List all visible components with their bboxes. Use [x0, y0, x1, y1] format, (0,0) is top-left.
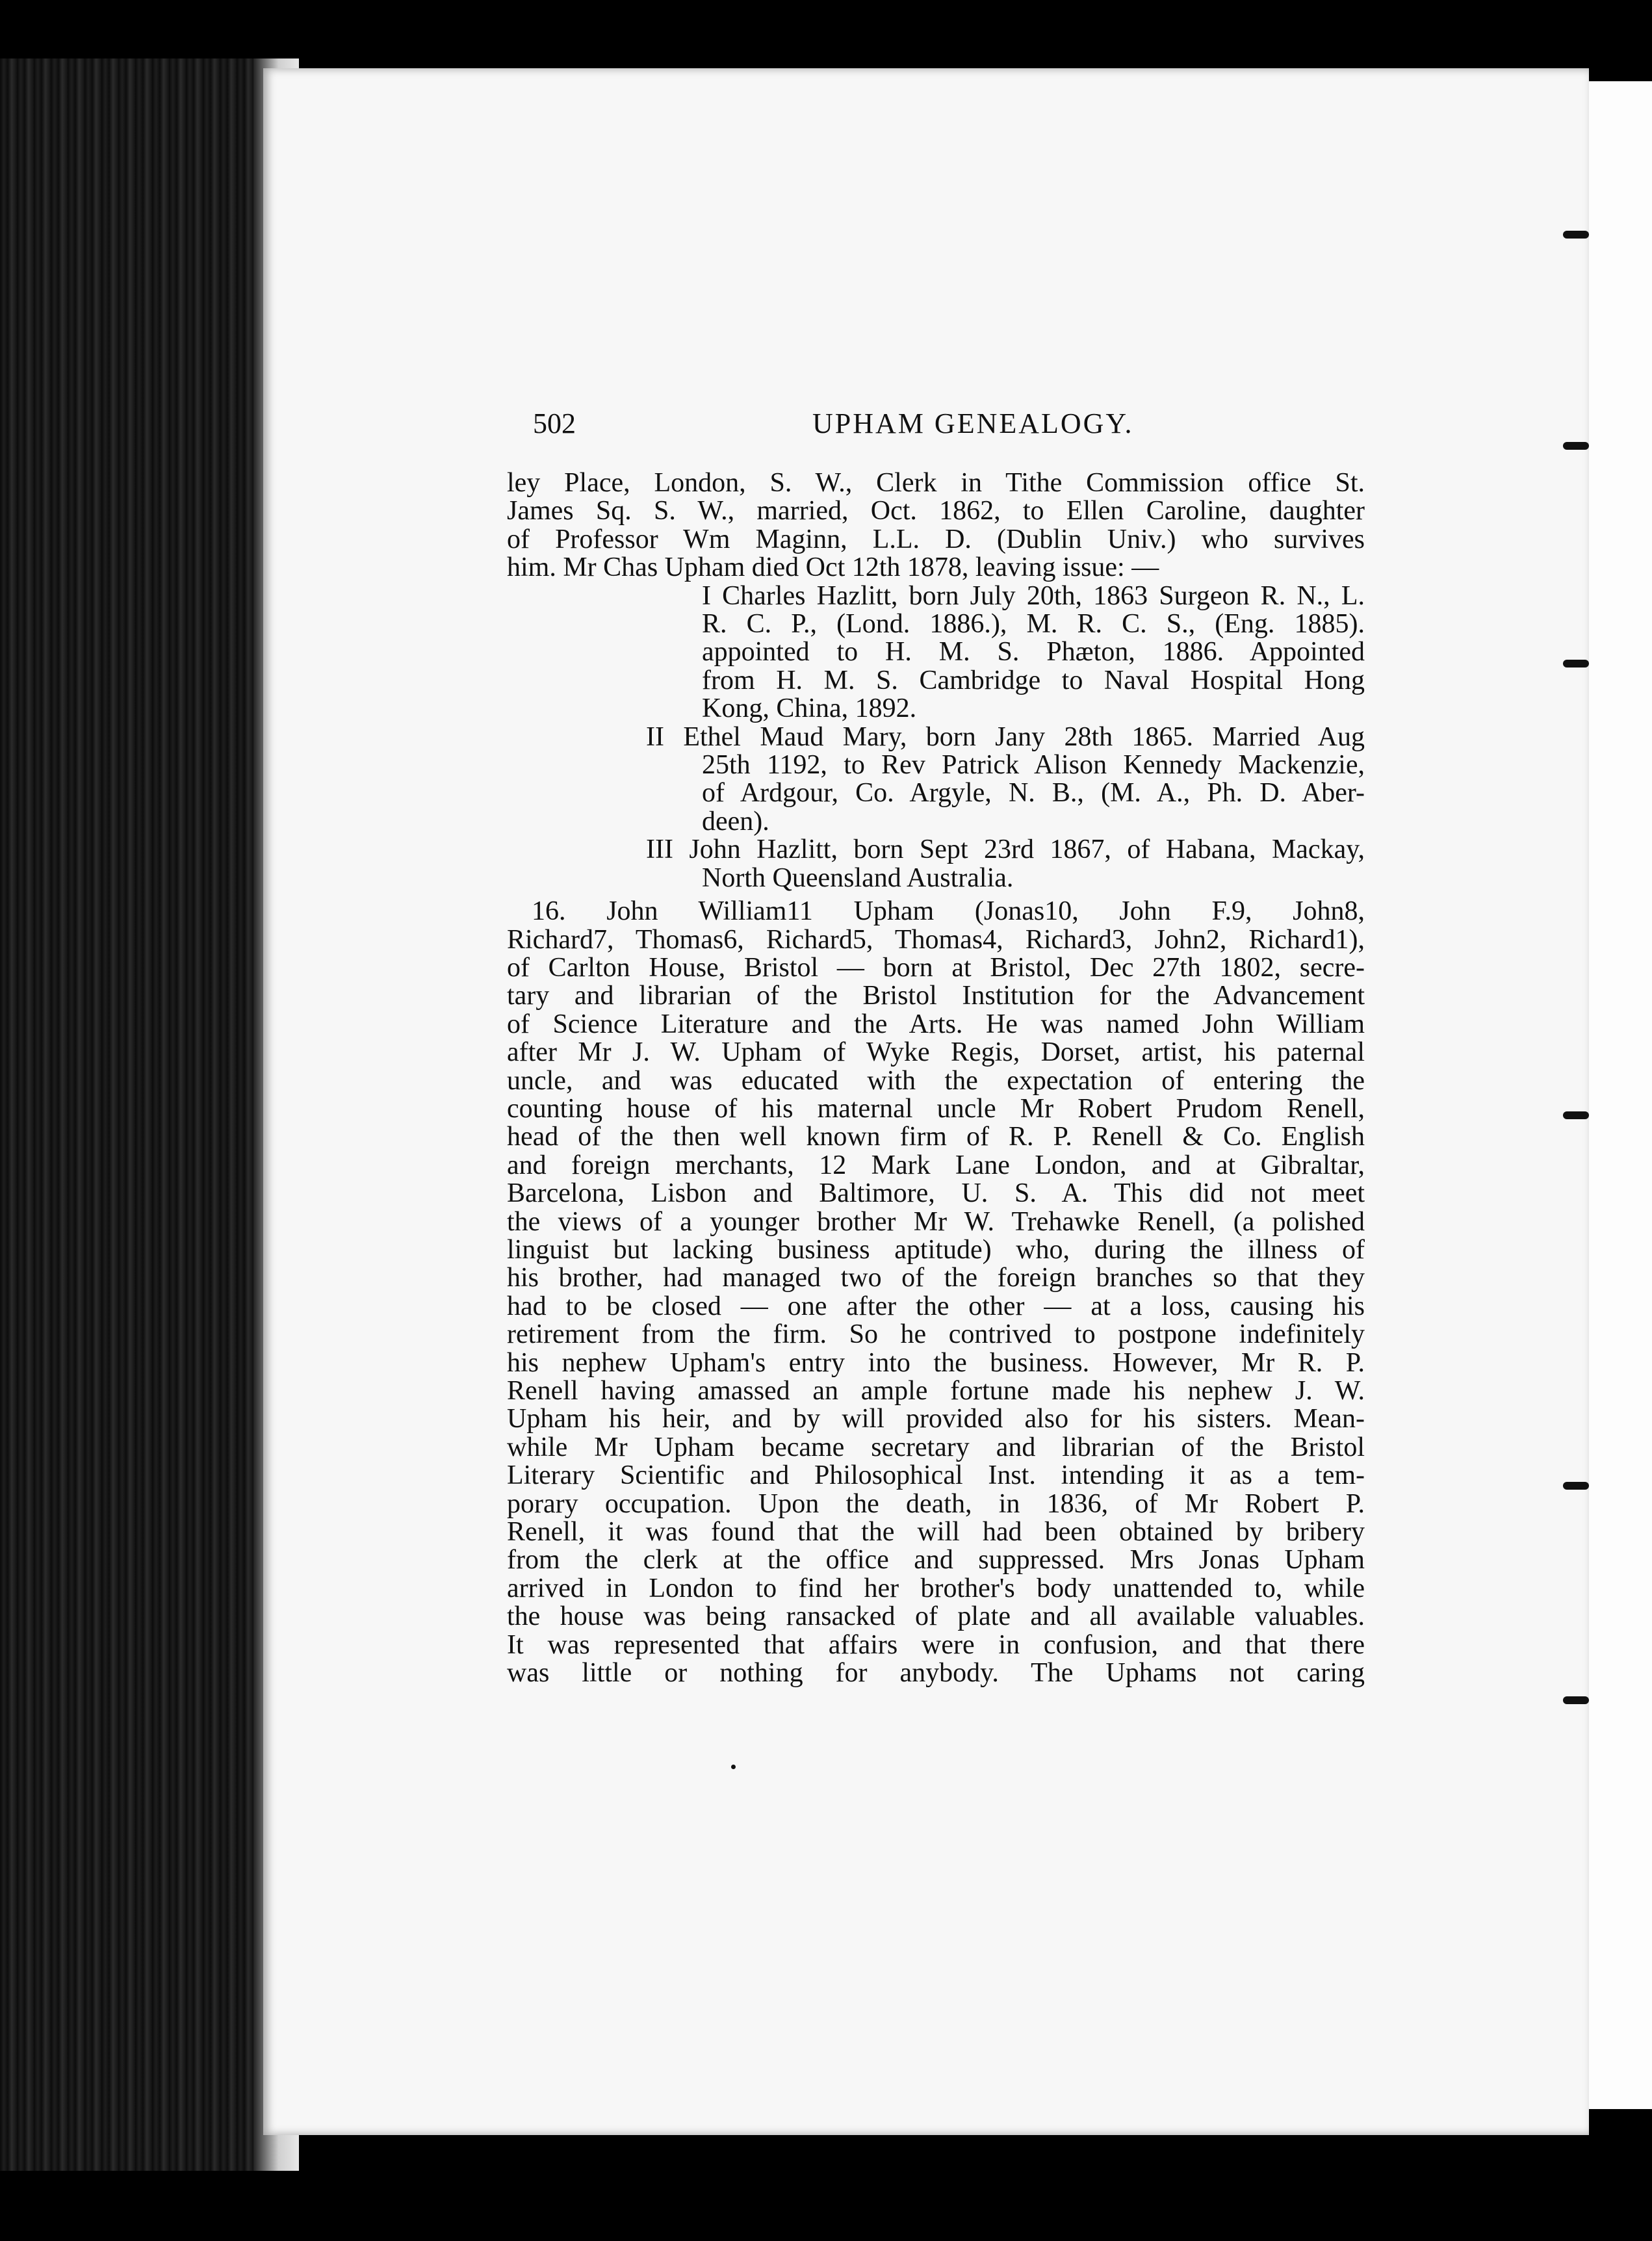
text-line: of Science Literature and the Arts. He was named John William: [507, 1009, 1365, 1039]
text-line: R. C. P., (Lond. 1886.), M. R. C. S., (Eng. 1885).: [702, 609, 1365, 640]
next-page-edge: [1589, 81, 1652, 2109]
entry-heading-line: 16. John William11 Upham (Jonas10, John F.9, John8,: [532, 896, 1365, 927]
text-line: after Mr J. W. Upham of Wyke Regis, Dorset, artist, his paternal: [507, 1037, 1365, 1068]
text-line: linguist but lacking business aptitude) who, during the illness of: [507, 1234, 1365, 1265]
text-line: from the clerk at the office and suppressed. Mrs Jonas Upham: [507, 1545, 1365, 1575]
text-line: arrived in London to find her brother's body unattended to, while: [507, 1573, 1365, 1603]
book-page-edges: [0, 58, 299, 2171]
text-line: and foreign merchants, 12 Mark Lane London, and at Gibraltar,: [507, 1150, 1365, 1180]
text-line: Literary Scientific and Philosophical Inst. intending it as a tem-: [507, 1460, 1365, 1491]
text-line: Renell having amassed an ample fortune made his nephew J. W.: [507, 1376, 1365, 1406]
text-line: had to be closed — one after the other — at a loss, causing his: [507, 1291, 1365, 1321]
text-line: counting house of his maternal uncle Mr Robert Prudom Renell,: [507, 1093, 1365, 1124]
text-line: Upham his heir, and by will provided also for his sisters. Mean-: [507, 1404, 1365, 1434]
ink-speck: [731, 1765, 736, 1769]
page-header: [507, 403, 1365, 455]
text-line: of Ardgour, Co. Argyle, N. B., (M. A., Ph. D. Aber-: [702, 778, 1365, 809]
page-number: 502: [533, 408, 576, 439]
text-line: tary and librarian of the Bristol Institution for the Advancement: [507, 981, 1365, 1011]
binding-mark: [1563, 231, 1589, 239]
text-line: Kong, China, 1892.: [702, 693, 917, 724]
text-line: James Sq. S. W., married, Oct. 1862, to Ellen Caroline, daughter: [507, 496, 1365, 526]
text-line: his brother, had managed two of the foreign branches so that they: [507, 1263, 1365, 1293]
text-line: Barcelona, Lisbon and Baltimore, U. S. A. This did not meet: [507, 1178, 1365, 1209]
text-line: uncle, and was educated with the expectation of entering the: [507, 1065, 1365, 1096]
text-line: It was represented that affairs were in confusion, and that there: [507, 1629, 1365, 1660]
text-line: II Ethel Maud Mary, born Jany 28th 1865. Married Aug: [646, 721, 1365, 752]
text-line: retirement from the firm. So he contrived to postpone indefinitely: [507, 1319, 1365, 1350]
text-line: I Charles Hazlitt, born July 20th, 1863 Surgeon R. N., L.: [702, 580, 1365, 611]
text-line: him. Mr Chas Upham died Oct 12th 1878, leaving issue: —: [507, 552, 1159, 583]
text-line: III John Hazlitt, born Sept 23rd 1867, of Habana, Mackay,: [646, 835, 1365, 865]
text-line: North Queensland Australia.: [702, 862, 1014, 893]
text-line: the views of a younger brother Mr W. Trehawke Renell, (a polished: [507, 1206, 1365, 1237]
body-text: [507, 469, 1365, 1687]
binding-mark: [1563, 1482, 1589, 1490]
text-line: Renell, it was found that the will had been obtained by bribery: [507, 1517, 1365, 1548]
text-line: was little or nothing for anybody. The Uphams not caring: [507, 1658, 1365, 1689]
text-line: Richard7, Thomas6, Richard5, Thomas4, Richard3, John2, Richard1),: [507, 924, 1365, 955]
text-line: 25th 1192, to Rev Patrick Alison Kennedy Mackenzie,: [702, 750, 1365, 781]
text-line: of Professor Wm Maginn, L.L. D. (Dublin Univ.) who survives: [507, 524, 1365, 554]
binding-mark: [1563, 442, 1589, 450]
text-line: deen).: [702, 806, 769, 836]
text-line: from H. M. S. Cambridge to Naval Hospital Hong: [702, 665, 1365, 695]
binding-mark: [1563, 1696, 1589, 1704]
text-line: head of the then well known firm of R. P. Renell & Co. English: [507, 1122, 1365, 1152]
page-content: [507, 403, 1365, 1687]
text-line: porary occupation. Upon the death, in 1836, of Mr Robert P.: [507, 1488, 1365, 1519]
text-line: the house was being ransacked of plate and all available valuables.: [507, 1601, 1365, 1632]
text-line: his nephew Upham's entry into the business. However, Mr R. P.: [507, 1347, 1365, 1378]
text-line: appointed to H. M. S. Phæton, 1886. Appointed: [702, 637, 1365, 667]
text-line: of Carlton House, Bristol — born at Bristol, Dec 27th 1802, secre-: [507, 952, 1365, 983]
text-line: while Mr Upham became secretary and librarian of the Bristol: [507, 1432, 1365, 1462]
binding-mark: [1563, 660, 1589, 667]
binding-mark: [1563, 1111, 1589, 1119]
text-line: ley Place, London, S. W., Clerk in Tithe Commission office St.: [507, 468, 1365, 498]
running-head: UPHAM GENEALOGY.: [812, 408, 1134, 439]
